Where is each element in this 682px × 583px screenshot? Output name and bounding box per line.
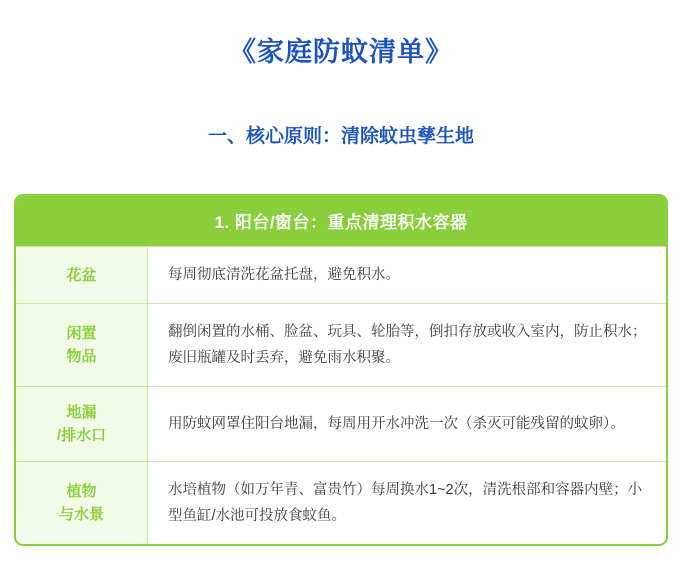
row-label-line: 地漏 [66,404,97,421]
row-text: 用防蚊网罩住阳台地漏，每周用开水冲洗一次（杀灭可能残留的蚊卵）。 [168,416,625,432]
row-label-line: 物品 [66,348,97,365]
row-label [16,304,148,386]
section-heading: 一、核心原则：清除蚊虫孳生地 [207,126,474,147]
checklist-card [14,194,668,546]
row-label [16,387,148,461]
row-label-line: 植物 [66,483,97,500]
row-text: 水培植物（如万年青、富贵竹）每周换水1~2次，清洗根部和容器内壁；小型鱼缸/水池可投放食蚊鱼。 [168,482,643,524]
row-text: 每周彻底清洗花盆托盘，避免积水。 [168,267,400,283]
table-row [16,386,666,461]
row-label-line: /排水口 [56,427,107,444]
row-label-line: 闲置 [66,325,97,342]
table-row [16,246,666,303]
table-row [16,303,666,386]
card-header: 1. 阳台/窗台：重点清理积水容器 [16,196,666,246]
row-label [16,462,148,544]
row-label-line: 与水景 [58,506,104,523]
row-label-line: 花盆 [66,266,97,284]
table-row [16,461,666,544]
row-label [16,247,148,303]
row-text: 翻倒闲置的水桶、脸盆、玩具、轮胎等，倒扣存放或收入室内，防止积水；废旧瓶罐及时丢弃，避免雨水积聚。 [168,324,647,366]
page-title: 《家庭防蚊清单》 [229,37,453,67]
